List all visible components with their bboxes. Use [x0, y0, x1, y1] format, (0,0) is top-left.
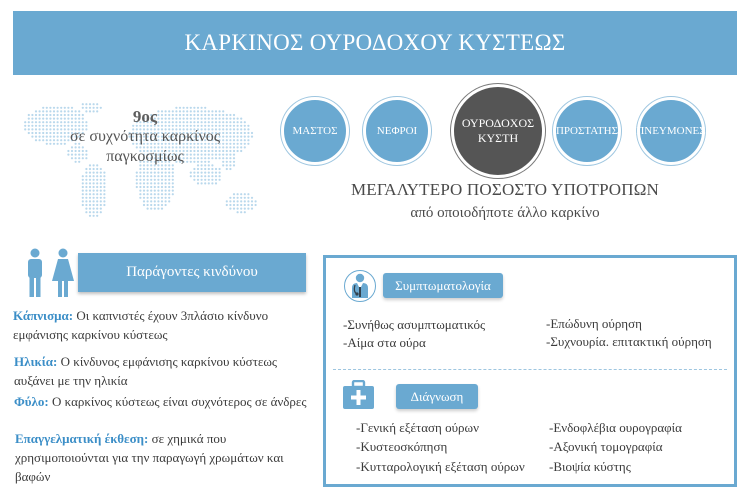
risk-factors-header: [78, 253, 306, 292]
organ-circle-prostate: [553, 97, 621, 165]
risk-text: Οι καπνιστές έχουν 3πλάσιο κίνδυνο εμφάνισης καρκίνου κύστεως: [13, 308, 269, 342]
organ-label: ΠΡΟΣΤΑΤΗΣ: [555, 124, 619, 137]
diagnosis-item: -Γενική εξέταση ούρων: [356, 420, 479, 435]
risk-item-occupational: [15, 429, 315, 486]
risk-text: σε χημικά που χρησιμοποιούνται για την παραγωγή χρωμάτων και βαφών: [15, 431, 284, 484]
diagnosis-item: -Αξονική τομογραφία: [549, 439, 663, 454]
symptom-item: -Αίμα στα ούρα: [343, 335, 426, 350]
title-banner: [13, 11, 737, 75]
organ-label: ΟΥΡΟΔΟΧΟΣ ΚΥΣΤΗ: [461, 116, 535, 145]
risk-item-smoking: [13, 306, 313, 344]
recurrence-headline: ΜΕΓΑΛΥΤΕΡΟ ΠΟΣΟΣΤΟ ΥΠΟΤΡΟΠΩΝ: [350, 180, 660, 199]
medical-kit-icon: [342, 380, 375, 410]
risk-term: Ηλικία:: [14, 354, 58, 369]
organ-label: ΠΝΕΥΜΟΝΕΣ: [636, 124, 706, 137]
risk-text: Ο κίνδυνος εμφάνισης καρκίνου κύστεως αυξάνει με την ηλικία: [14, 354, 278, 388]
rank-text: σε συχνότητα καρκίνος παγκοσμίως: [69, 128, 221, 165]
people-icon: [23, 248, 77, 298]
recurrence-subline: από οποιοδήποτε άλλο καρκίνο: [410, 205, 600, 221]
man-icon: [28, 249, 42, 298]
risk-term: Κάπνισμα:: [13, 308, 74, 323]
rank-block: [40, 107, 250, 167]
symptom-item: -Συχνουρία. επιτακτική ούρηση: [546, 334, 712, 349]
doctor-icon: [344, 270, 376, 302]
risk-term: Επαγγελματική έκθεση:: [15, 431, 149, 446]
symptom-item: -Επώδυνη ούρηση: [546, 316, 642, 331]
risk-item-age: [14, 352, 314, 390]
organ-circle-kidneys: [363, 97, 431, 165]
organ-circle-breast: [281, 97, 349, 165]
woman-icon: [52, 249, 74, 298]
diagnosis-item: -Ενδοφλέβια ουρογραφία: [549, 420, 682, 435]
risk-factors-title: Παράγοντες κινδύνου: [126, 264, 258, 280]
risk-item-sex: [14, 392, 314, 411]
organ-label: ΝΕΦΡΟΙ: [376, 124, 418, 137]
diagnosis-pill: Διάγνωση: [396, 384, 478, 409]
risk-text: Ο καρκίνος κύστεως είναι συχνότερος σε άνδρες: [48, 394, 307, 409]
diagnosis-item: -Κυστεοσκόπηση: [356, 439, 448, 454]
symptoms-pill: Συμπτωματολογία: [383, 273, 503, 298]
risk-term: Φύλο:: [14, 394, 49, 409]
organ-circle-bladder: [451, 84, 545, 178]
rank-number: 9ος: [132, 107, 158, 126]
organ-label: ΜΑΣΤΟΣ: [292, 124, 338, 137]
symptom-item: -Συνήθως ασυμπτωματικός: [343, 317, 486, 332]
diagnosis-item: -Βιοψία κύστης: [549, 459, 631, 474]
section-divider: [333, 369, 727, 370]
page-title: ΚΑΡΚΙΝΟΣ ΟΥΡΟΔΟΧΟΥ ΚΥΣΤΕΩΣ: [184, 30, 566, 55]
diagnosis-item: -Κυτταρολογική εξέταση ούρων: [356, 459, 525, 474]
organ-circle-lungs: [637, 97, 705, 165]
